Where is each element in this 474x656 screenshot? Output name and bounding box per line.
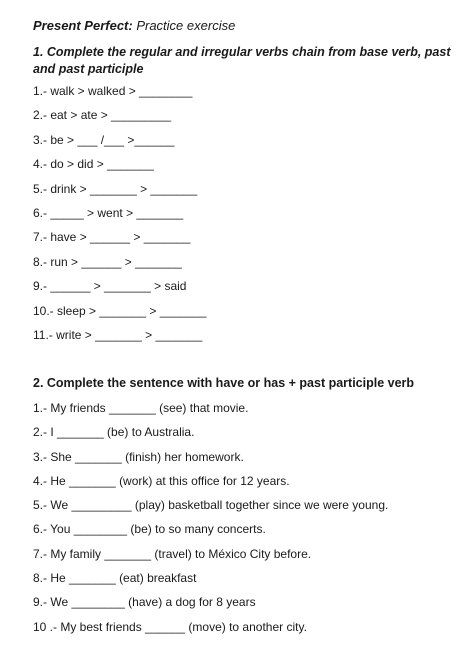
section-2 — [33, 375, 454, 643]
list-item: 9.- ______ > _______ > said — [33, 279, 187, 294]
list-item: 4.- do > did > _______ — [33, 157, 154, 172]
list-item: 2.- eat > ate > _________ — [33, 108, 172, 123]
list-item: 8.- run > ______ > _______ — [33, 254, 182, 269]
document-title — [33, 18, 454, 34]
title-bold: Present Perfect: — [33, 18, 133, 33]
section-1-instruction: 1. Complete the regular and irregular verbs chain from base verb, past and past participle — [33, 45, 451, 76]
list-item: 9.- We ________ (have) a dog for 8 years — [33, 595, 256, 610]
list-item: 10.- sleep > _______ > _______ — [33, 303, 207, 318]
list-item: 1.- walk > walked > ________ — [33, 84, 193, 98]
list-item: 7.- have > ______ > _______ — [33, 230, 191, 245]
list-item: 11.- write > _______ > _______ — [33, 327, 203, 342]
list-item: 7.- My family _______ (travel) to México City before. — [33, 546, 312, 561]
section-2-instruction: 2. Complete the sentence with have or has + past participle verb — [33, 376, 415, 390]
list-item: 3.- She _______ (finish) her homework. — [33, 449, 244, 464]
verb-chain-list — [33, 83, 454, 351]
list-item: 1.- My friends _______ (see) that movie. — [33, 401, 249, 415]
title-italic: Practice exercise — [132, 18, 236, 33]
list-item: 6.- _____ > went > _______ — [33, 205, 184, 220]
list-item: 10 .- My best friends ______ (move) to another city. — [33, 619, 307, 634]
list-item: 6.- You ________ (be) to so many concerts. — [33, 522, 266, 537]
section-1 — [33, 18, 454, 351]
list-item: 3.- be > ___ /___ >______ — [33, 132, 175, 147]
sentence-list — [33, 400, 454, 643]
list-item: 2.- I _______ (be) to Australia. — [33, 425, 195, 440]
list-item: 5.- We _________ (play) basketball together since we were young. — [33, 498, 389, 513]
list-item: 5.- drink > _______ > _______ — [33, 181, 198, 196]
list-item: 8.- He _______ (eat) breakfast — [33, 571, 197, 586]
list-item: 4.- He _______ (work) at this office for 12 years. — [33, 473, 290, 488]
